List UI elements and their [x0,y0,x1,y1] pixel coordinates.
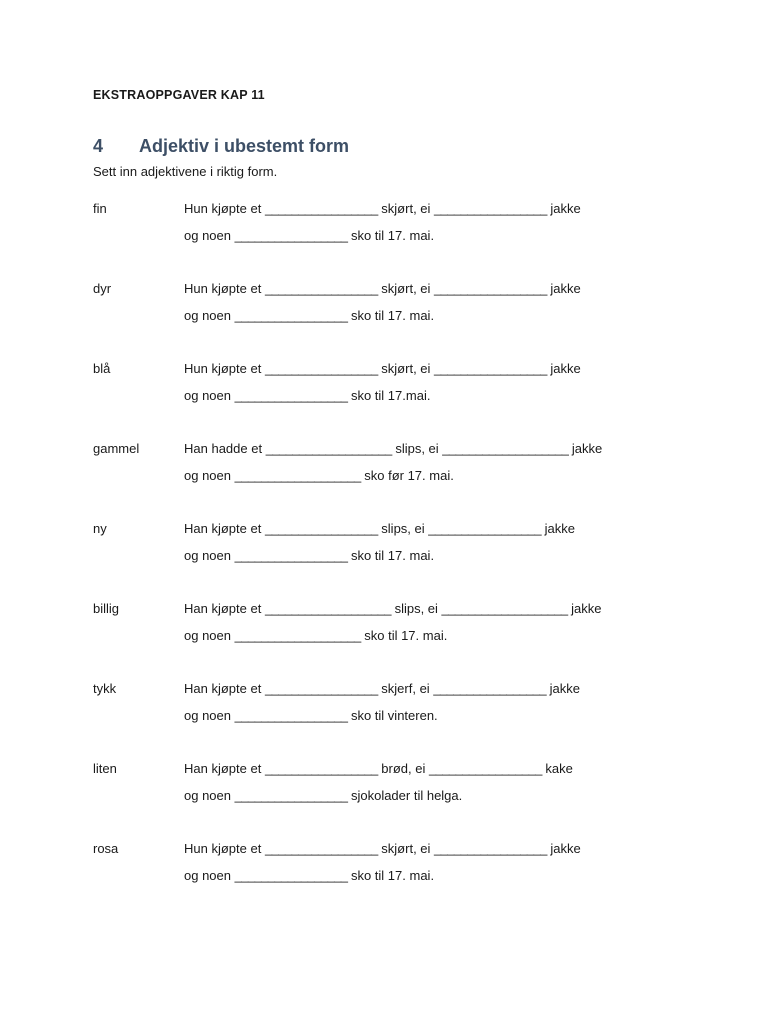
sentence-text: Han kjøpte et [184,681,262,696]
sentence-text: Hun kjøpte et [184,281,262,296]
fill-in-blank[interactable]: ___________________ [234,628,361,643]
fill-in-blank[interactable]: _________________ [264,201,378,216]
section-heading [93,136,349,157]
sentence-text: og noen [184,548,231,563]
sentence-text: jakke [549,681,581,696]
fill-in-blank[interactable]: _________________ [234,308,348,323]
adjective-word: dyr [93,281,112,296]
sentence-text: jakke [544,521,575,536]
sentence-text: jakke [550,841,581,856]
sentence-line-2 [184,228,434,243]
adjective-word: fin [93,201,107,216]
fill-in-blank[interactable]: _________________ [264,761,378,776]
sentence-line-2 [184,388,430,403]
sentence-text: brød, ei [381,761,426,776]
adjective-word: gammel [93,441,140,456]
fill-in-blank[interactable]: _________________ [264,281,378,296]
sentence-line-1 [184,281,581,296]
sentence-text: sko til 17. mai. [350,868,435,883]
sentence-text: Han hadde et [184,441,263,456]
sentence-line-1 [184,601,602,616]
sentence-text: jakke [571,601,602,616]
fill-in-blank[interactable]: _________________ [434,841,547,856]
fill-in-blank[interactable]: _________________ [264,841,378,856]
sentence-text: sjokolader til helga. [350,788,463,803]
sentence-text: skjørt, ei [381,361,431,376]
adjective-word: blå [93,361,111,376]
sentence-text: og noen [184,388,231,403]
section-title: Adjektiv i ubestemt form [139,136,350,156]
sentence-line-2 [184,468,454,483]
section-number: 4 [93,136,104,156]
fill-in-blank[interactable]: _________________ [264,361,378,376]
sentence-text: og noen [184,788,231,803]
sentence-text: sko til 17.mai. [350,388,431,403]
sentence-line-2 [184,628,447,643]
sentence-text: sko før 17. mai. [364,468,454,483]
fill-in-blank[interactable]: _________________ [433,681,547,696]
fill-in-blank[interactable]: _________________ [434,361,547,376]
sentence-line-2 [184,308,434,323]
fill-in-blank[interactable]: _________________ [428,521,541,536]
adjective-word: rosa [93,841,119,856]
sentence-text: jakke [571,441,603,456]
sentence-text: og noen [184,628,231,643]
sentence-text: jakke [550,201,581,216]
fill-in-blank[interactable]: _________________ [234,868,348,883]
sentence-text: slips, ei [381,521,425,536]
fill-in-blank[interactable]: _________________ [434,201,547,216]
sentence-text: og noen [184,868,231,883]
fill-in-blank[interactable]: _________________ [234,788,348,803]
sentence-text: og noen [184,468,231,483]
fill-in-blank[interactable]: _________________ [234,228,348,243]
sentence-text: skjørt, ei [381,281,431,296]
sentence-line-1 [184,361,581,376]
sentence-text: Hun kjøpte et [184,841,262,856]
sentence-text: og noen [184,228,231,243]
sentence-text: sko til 17. mai. [350,548,435,563]
fill-in-blank[interactable]: _________________ [264,521,378,536]
document-header: EKSTRAOPPGAVER KAP 11 [93,88,265,102]
sentence-line-2 [184,788,462,803]
sentence-line-1 [184,681,580,696]
sentence-text: Hun kjøpte et [184,201,262,216]
fill-in-blank[interactable]: ___________________ [264,601,391,616]
sentence-line-1 [184,521,575,536]
sentence-text: sko til 17. mai. [364,628,448,643]
fill-in-blank[interactable]: _________________ [264,681,378,696]
sentence-text: skjørt, ei [381,201,431,216]
sentence-line-2 [184,708,438,723]
sentence-text: Han kjøpte et [184,601,262,616]
sentence-text: sko til 17. mai. [350,308,435,323]
sentence-text: kake [545,761,573,776]
sentence-text: Han kjøpte et [184,761,262,776]
adjective-word: liten [93,761,117,776]
sentence-line-1 [184,841,581,856]
sentence-text: sko til vinteren. [350,708,438,723]
fill-in-blank[interactable]: ___________________ [442,441,569,456]
sentence-text: sko til 17. mai. [350,228,435,243]
fill-in-blank[interactable]: _________________ [434,281,547,296]
sentence-text: skjerf, ei [381,681,430,696]
sentence-text: jakke [550,281,581,296]
instruction-text: Sett inn adjektivene i riktig form. [93,164,278,179]
sentence-text: slips, ei [395,441,439,456]
sentence-text: og noen [184,708,231,723]
sentence-text: jakke [550,361,581,376]
sentence-text: Hun kjøpte et [184,361,262,376]
adjective-word: billig [93,601,120,616]
fill-in-blank[interactable]: _________________ [234,388,348,403]
adjective-word: tykk [93,681,117,696]
sentence-line-2 [184,548,434,563]
fill-in-blank[interactable]: ___________________ [265,441,392,456]
sentence-line-1 [184,441,602,456]
fill-in-blank[interactable]: _________________ [429,761,542,776]
fill-in-blank[interactable]: _________________ [234,548,348,563]
adjective-word: ny [93,521,107,536]
fill-in-blank[interactable]: ___________________ [441,601,568,616]
sentence-text: skjørt, ei [381,841,431,856]
sentence-line-1 [184,761,573,776]
sentence-text: Han kjøpte et [184,521,262,536]
sentence-text: slips, ei [394,601,438,616]
sentence-text: og noen [184,308,231,323]
sentence-line-1 [184,201,581,216]
fill-in-blank[interactable]: _________________ [234,708,348,723]
sentence-line-2 [184,868,434,883]
fill-in-blank[interactable]: ___________________ [234,468,361,483]
